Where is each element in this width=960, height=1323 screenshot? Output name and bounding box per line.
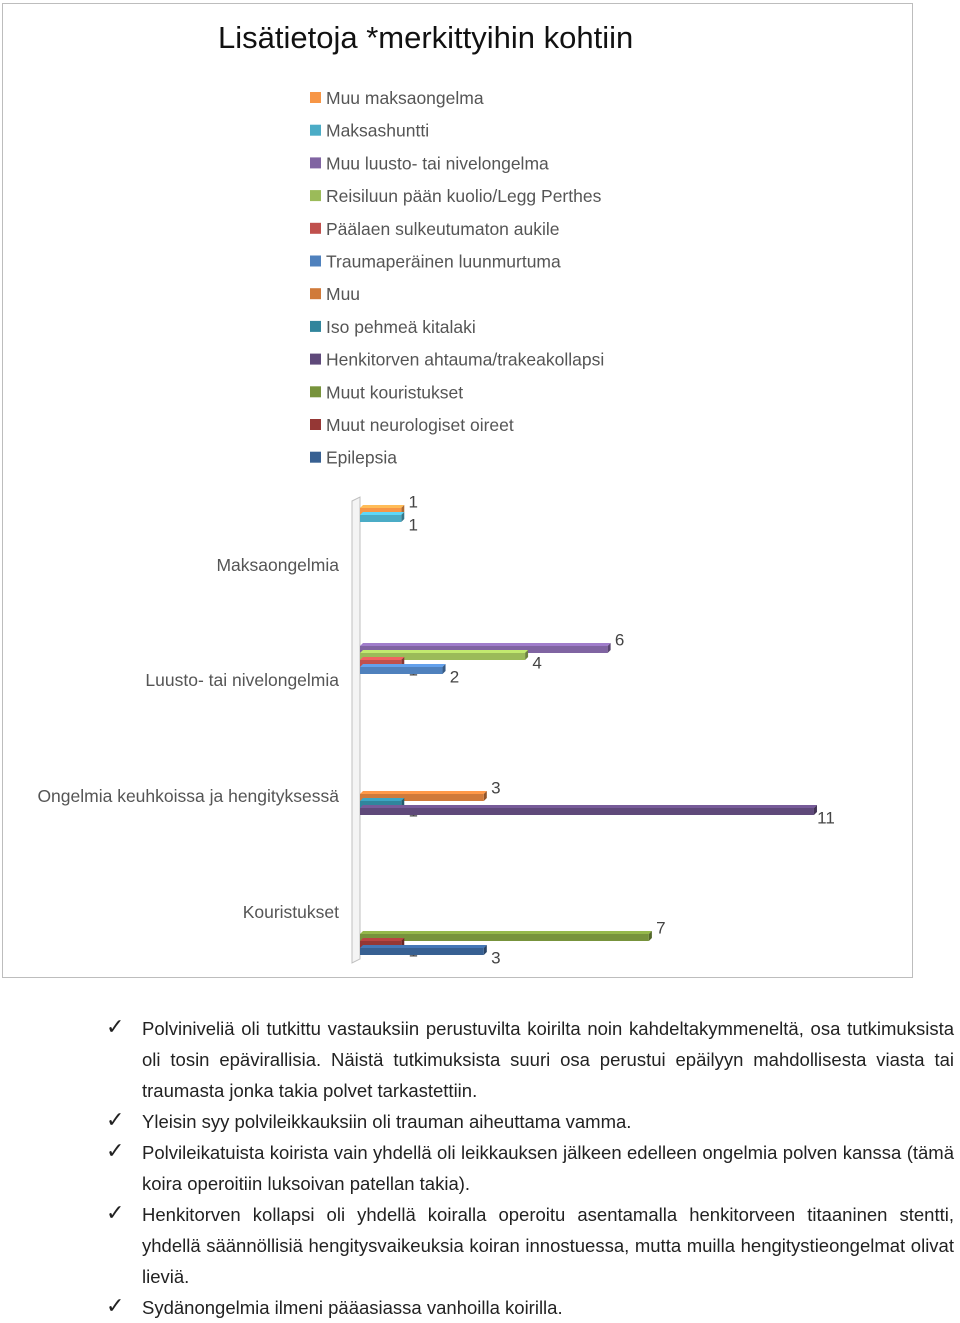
note-text: Polviniveliä oli tutkittu vastauksiin perustuvilta koirilta noin kahdeltakymmeneltä, osa tutkimuksista oli tosin epävirallisia. Näistä tutkimuksista suuri osa perustui epäilyyn mahdollisesta viasta tai traumasta jonka takia polvet tarkastettiin. (142, 1018, 954, 1101)
note-text: Yleisin syy polvileikkauksiin oli trauman aiheuttama vamma. (142, 1111, 632, 1132)
chart-title: Lisätietoja *merkittyihin kohtiin (218, 20, 634, 55)
legend-swatch-maksashuntti (310, 125, 321, 136)
bar-kouristukset-epilepsia (360, 948, 484, 955)
bar-ongelmia-keuhkoissa-ja-hengityksessa-iso-pehmea-kitalaki-top (360, 798, 404, 801)
category-label-maksaongelmia: Maksaongelmia (216, 555, 339, 575)
checkmark-icon: ✓ (106, 1200, 125, 1225)
legend-label-muu-luusto-tai-nivelongelma: Muu luusto- tai nivelongelma (326, 153, 549, 174)
note-item (106, 1199, 954, 1292)
bar-maksaongelmia-muu-maksaongelma-top (360, 505, 404, 508)
note-item (106, 1106, 954, 1137)
bar-kouristukset-muut-kouristukset-top (360, 931, 652, 934)
note-item (106, 1137, 954, 1199)
legend-swatch-muut-neurologiset-oireet (310, 419, 321, 430)
legend-label-henkitorven-ahtauma-trakeakollapsi: Henkitorven ahtauma/trakeakollapsi (326, 349, 605, 370)
checkmark-icon: ✓ (106, 1293, 125, 1318)
category-label-luusto-tai-nivelongelmia: Luusto- tai nivelongelmia (145, 670, 339, 690)
legend-swatch-traumaperainen-luunmurtuma (310, 256, 321, 267)
legend-swatch-iso-pehmea-kitalaki (310, 321, 321, 332)
note-text: Polvileikatuista koirista vain yhdellä oli leikkauksen jälkeen edelleen ongelmia polven kanssa (tämä koira operoitiin luksoivan patellan takia). (142, 1142, 954, 1194)
legend-label-muu-maksaongelma: Muu maksaongelma (326, 88, 484, 108)
legend-label-paalaen-sulkeutumaton-aukile: Päälaen sulkeutumaton aukile (326, 218, 560, 239)
legend-label-iso-pehmea-kitalaki: Iso pehmeä kitalaki (326, 316, 476, 337)
bar-maksaongelmia-maksashuntti (360, 515, 401, 522)
bar-ongelmia-keuhkoissa-ja-hengityksessa-henkitorven-ahtauma-trakeakollapsi (360, 808, 814, 815)
bar-luusto-tai-nivelongelmia-paalaen-sulkeutumaton-aukile-top (360, 657, 404, 660)
legend-label-traumaperainen-luunmurtuma: Traumaperäinen luunmurtuma (326, 251, 561, 272)
legend-swatch-muu (310, 288, 321, 299)
bar-kouristukset-muut-neurologiset-oireet-top (360, 938, 404, 941)
bar-maksaongelmia-maksashuntti-top (360, 512, 404, 515)
bar-kouristukset-epilepsia-top (360, 945, 487, 948)
legend-label-maksashuntti: Maksashuntti (326, 120, 430, 141)
data-label-ongelmia-keuhkoissa-ja-hengityksessa-henkitorven-ahtauma-trakeakollapsi: 11 (817, 808, 835, 828)
category-label-ongelmia-keuhkoissa-ja-hengityksessa: Ongelmia keuhkoissa ja hengityksessä (37, 786, 339, 806)
data-label-luusto-tai-nivelongelmia-muu-luusto-tai-nivelongelma: 6 (614, 630, 625, 650)
checkmark-icon: ✓ (106, 1138, 125, 1163)
legend-swatch-epilepsia (310, 452, 321, 463)
bar-ongelmia-keuhkoissa-ja-hengityksessa-henkitorven-ahtauma-trakeakollapsi-top (360, 805, 817, 808)
checkmark-icon: ✓ (106, 1107, 125, 1132)
data-label-luusto-tai-nivelongelmia-traumaperainen-luunmurtuma: 2 (449, 667, 460, 687)
axis-wall (352, 497, 360, 963)
notes-list (106, 1013, 954, 1323)
legend-swatch-muut-kouristukset (310, 386, 321, 397)
bar-luusto-tai-nivelongelmia-reisiluun-paan-kuolio-legg-perthes-top (360, 650, 528, 653)
bar-luusto-tai-nivelongelmia-traumaperainen-luunmurtuma-top (360, 664, 446, 667)
note-text: Sydänongelmia ilmeni pääasiassa vanhoilla koirilla. (142, 1297, 563, 1318)
legend-label-muut-kouristukset: Muut kouristukset (326, 382, 464, 403)
legend-swatch-henkitorven-ahtauma-trakeakollapsi (310, 354, 321, 365)
data-label-maksaongelmia-maksashuntti: 1 (408, 515, 419, 535)
data-label-kouristukset-muut-kouristukset: 7 (656, 918, 666, 938)
legend-swatch-reisiluun-paan-kuolio-legg-perthes (310, 190, 321, 201)
bar-luusto-tai-nivelongelmia-muu-luusto-tai-nivelongelma-top (360, 643, 611, 646)
legend-swatch-paalaen-sulkeutumaton-aukile (310, 223, 321, 234)
legend-swatch-muu-maksaongelma (310, 92, 321, 103)
data-label-maksaongelmia-muu-maksaongelma: 1 (408, 492, 419, 512)
data-label-luusto-tai-nivelongelmia-reisiluun-paan-kuolio-legg-perthes: 4 (532, 653, 542, 673)
note-item (106, 1013, 954, 1106)
legend-label-reisiluun-paan-kuolio-legg-perthes: Reisiluun pään kuolio/Legg Perthes (326, 186, 602, 207)
legend-label-epilepsia: Epilepsia (326, 447, 398, 468)
note-item (106, 1292, 954, 1323)
legend-label-muut-neurologiset-oireet: Muut neurologiset oireet (326, 415, 514, 435)
legend-label-muu: Muu (326, 284, 361, 305)
data-label-kouristukset-epilepsia: 3 (491, 948, 501, 968)
bar-ongelmia-keuhkoissa-ja-hengityksessa-muu-top (360, 791, 487, 794)
bar-luusto-tai-nivelongelmia-traumaperainen-luunmurtuma (360, 667, 443, 674)
category-label-kouristukset: Kouristukset (242, 902, 339, 922)
note-text: Henkitorven kollapsi oli yhdellä koiralla operoitu asentamalla henkitorveen titaaninen stentti, yhdellä säännöllisiä hengitysvaikeuksia koiran innostuessa, mutta muilla hengitystieongelmat olivat lieviä. (142, 1204, 954, 1287)
checkmark-icon: ✓ (106, 1014, 125, 1039)
data-label-ongelmia-keuhkoissa-ja-hengityksessa-muu: 3 (491, 778, 501, 798)
legend-swatch-muu-luusto-tai-nivelongelma (310, 157, 321, 168)
